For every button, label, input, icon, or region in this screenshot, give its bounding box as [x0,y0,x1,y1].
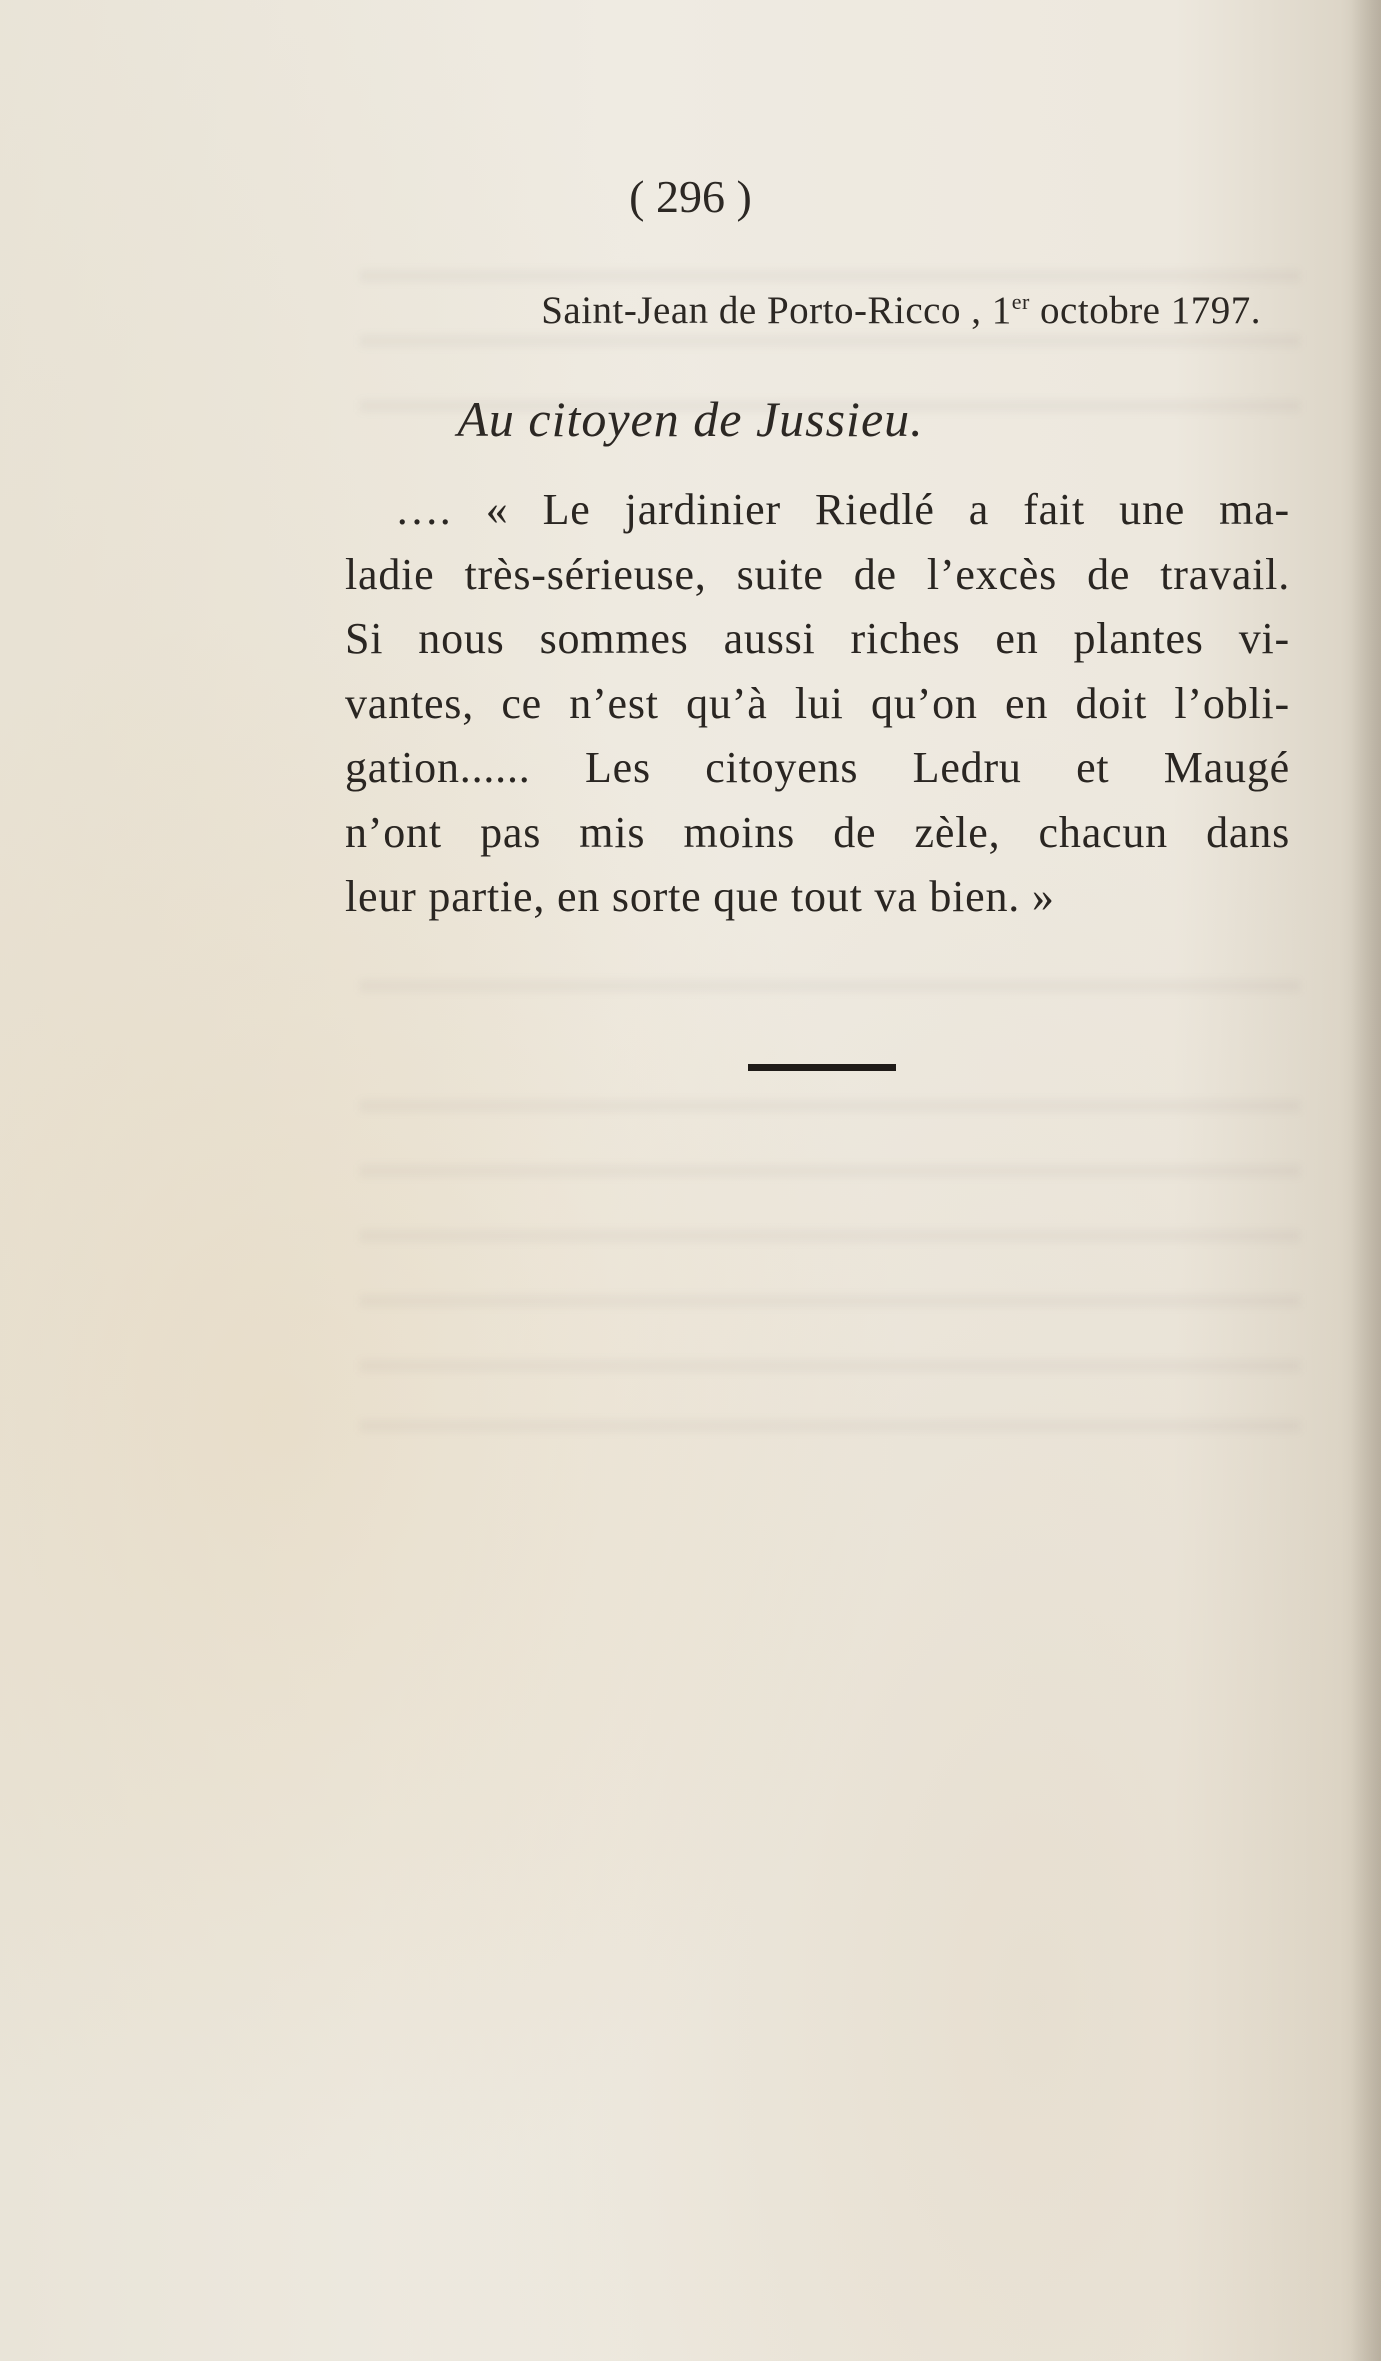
letter-line: vantes, ce n’est qu’à lui qu’on en doit l’obli- [345,678,1290,728]
letter-line: …. « Le jardinier Riedlé a fait une ma- [395,485,1290,534]
page-edge-shadow [1351,0,1381,2361]
salutation-heading: Au citoyen de Jussieu. [457,391,924,447]
show-through-text [360,1295,1300,1307]
dateline-date: octobre 1797. [1029,289,1261,332]
letter-line: gation...... Les citoyens Ledru et Maugé [345,743,1290,792]
section-rule [748,1064,896,1071]
letter-line: leur partie, en sorte que tout va bien. » [345,872,1055,921]
show-through-text [360,1165,1300,1177]
show-through-text [360,335,1300,347]
show-through-text [360,1100,1300,1112]
dateline-ordinal: er [1011,289,1030,314]
letter-line: Si nous sommes aussi riches en plantes vi- [345,614,1290,663]
show-through-text [360,1360,1300,1372]
dateline [541,288,1261,333]
letter-line: ladie très-sérieuse, suite de l’excès de travail. [345,549,1290,599]
show-through-text [360,1420,1300,1432]
letter-line: n’ont pas mis moins de zèle, chacun dans [345,807,1290,857]
page-number: ( 296 ) [629,171,752,222]
letter-body [345,478,1290,930]
show-through-text [360,270,1300,282]
dateline-place: Saint-Jean de Porto-Ricco , 1 [541,289,1012,332]
show-through-text [360,1230,1300,1242]
show-through-text [360,980,1300,992]
